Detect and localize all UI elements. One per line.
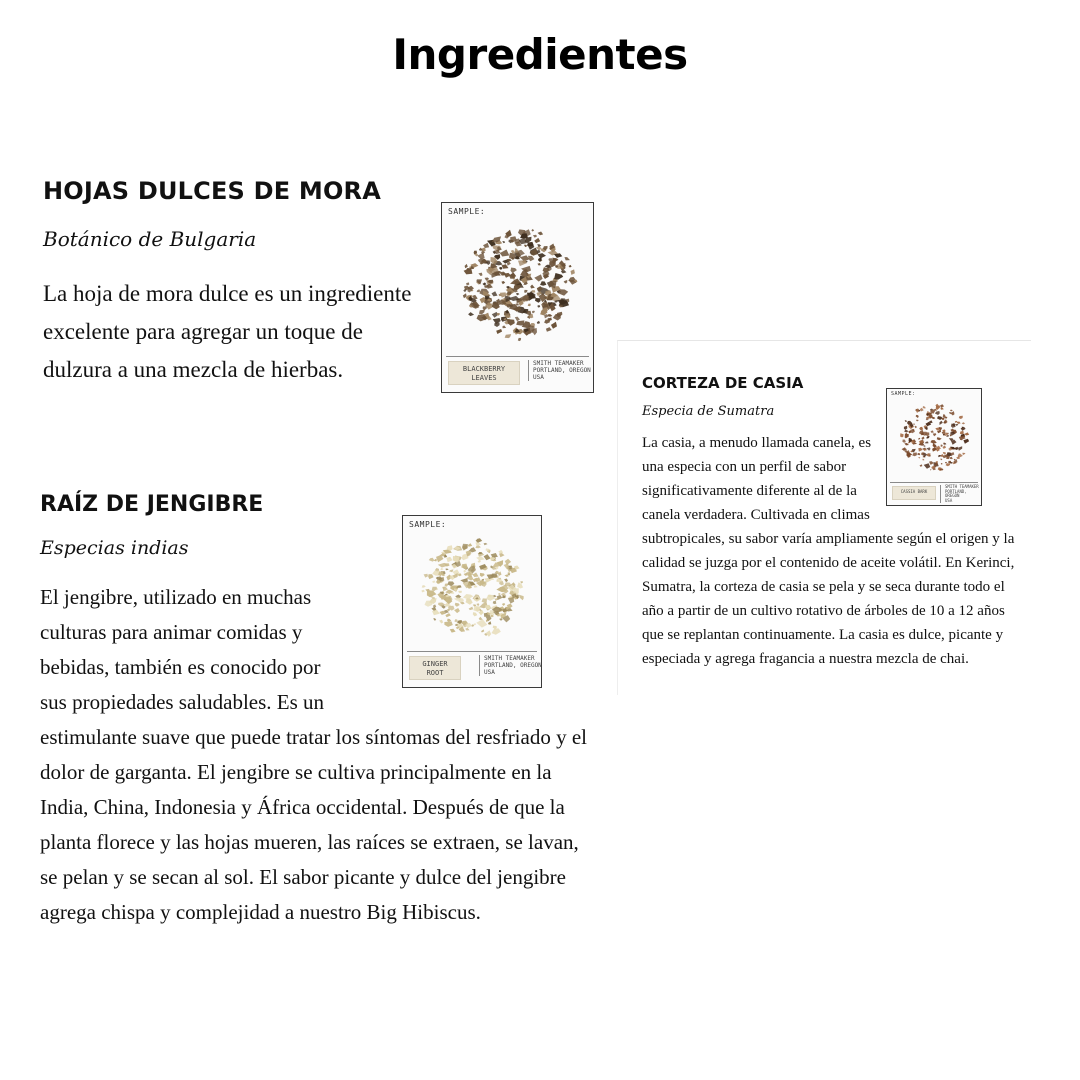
ingredient-flake — [445, 568, 448, 570]
ingredient-flake — [963, 439, 969, 444]
ingredient-flake — [450, 629, 456, 633]
ingredient-flake — [507, 319, 515, 326]
ingredient-flake — [532, 311, 535, 314]
ingredient-flake — [945, 462, 947, 464]
ingredient-flake — [515, 317, 520, 322]
ingredient-flake — [518, 338, 521, 341]
ingredient-flake — [941, 444, 943, 447]
ingredient-flake — [483, 243, 489, 248]
sample-tag: CASSIA BARK — [892, 486, 936, 500]
ingredient-flake — [502, 325, 506, 328]
ingredient-flake — [483, 282, 487, 285]
ingredient-flake — [923, 445, 925, 447]
sample-footer — [446, 356, 589, 388]
ingredient-flake — [537, 321, 540, 324]
ingredient-flake — [425, 589, 430, 592]
page-title: Ingredientes — [392, 30, 688, 79]
ingredient-flake — [454, 608, 460, 613]
ingredient-flake — [505, 334, 512, 338]
ingredient-flake — [530, 285, 535, 289]
ingredient-flake — [524, 290, 528, 293]
ingredient-flake — [910, 450, 912, 452]
ginger-root-image — [411, 530, 533, 648]
ingredient-flake — [479, 617, 483, 620]
ingredient-flake — [465, 623, 472, 628]
ingredient-flake — [485, 548, 489, 551]
ingredient-flake — [476, 538, 483, 543]
ingredient-flake — [919, 427, 923, 431]
ingredient-flake — [564, 280, 568, 284]
sample-label: SAMPLE: — [891, 391, 916, 397]
ingredient-flake — [498, 550, 503, 554]
ingredient-flake — [920, 408, 924, 412]
sample-maker-info: SMITH TEAMAKER PORTLAND, OREGON USA — [479, 655, 549, 676]
ingredient-flake — [925, 442, 929, 444]
ingredient-flake — [904, 430, 908, 432]
ingredient-flake — [464, 570, 467, 573]
ingredient-flake — [492, 291, 498, 296]
ingredient-flake — [424, 574, 428, 578]
ingredient-flake — [533, 235, 537, 238]
section-subtitle-ginger: Especias indias — [40, 537, 189, 559]
ingredient-flake — [429, 558, 435, 562]
sample-label: SAMPLE: — [448, 207, 486, 216]
sample-footer — [890, 482, 978, 502]
ingredient-flake — [496, 329, 502, 334]
ingredient-flake — [958, 446, 962, 451]
ingredient-flake — [921, 437, 924, 440]
section-subtitle-cassia: Especia de Sumatra — [642, 404, 775, 419]
ingredient-flake — [922, 432, 926, 436]
ingredient-flake — [959, 416, 963, 419]
ingredient-flake — [495, 598, 498, 601]
ingredient-flake — [960, 431, 964, 435]
ingredient-flake — [439, 620, 443, 624]
ingredient-flake — [511, 268, 517, 274]
ingredient-flake — [475, 545, 481, 548]
ingredient-flake — [477, 603, 480, 606]
ingredient-flake — [950, 410, 953, 412]
ingredient-flake — [551, 322, 557, 329]
ingredient-flake — [904, 426, 907, 430]
ingredient-flake — [514, 285, 521, 290]
ingredient-flake — [916, 420, 919, 422]
ingredient-flake — [926, 447, 930, 450]
ingredient-flake — [504, 579, 508, 583]
ingredient-flake — [558, 289, 568, 296]
ingredient-flake — [538, 305, 541, 308]
ingredient-flake — [432, 580, 436, 583]
ingredient-flake — [480, 573, 485, 577]
ingredient-flake — [923, 459, 925, 461]
ingredient-flake — [491, 628, 500, 634]
ingredient-flake — [920, 464, 923, 466]
ingredient-flake — [492, 312, 498, 318]
ingredient-flake — [465, 628, 469, 631]
ingredient-flake — [433, 618, 436, 621]
cassia-bark-image — [893, 398, 975, 478]
ingredient-flake — [926, 436, 929, 439]
ingredient-flake — [528, 256, 534, 261]
ingredient-flake — [943, 452, 946, 455]
ingredient-flake — [498, 593, 501, 595]
ingredient-flake — [900, 433, 904, 437]
ingredient-flake — [455, 603, 460, 607]
ingredient-flake — [940, 458, 942, 460]
ingredient-flake — [534, 238, 540, 243]
ingredient-flake — [434, 559, 437, 562]
ingredient-flake — [933, 443, 937, 447]
ingredient-flake — [918, 448, 922, 452]
ingredient-flake — [929, 461, 933, 465]
ingredient-flake — [421, 590, 424, 593]
ingredient-flake — [918, 457, 920, 459]
sample-maker-info: SMITH TEAMAKER PORTLAND, OREGON USA — [940, 485, 980, 503]
ingredient-flake — [479, 310, 485, 315]
ingredient-flake — [474, 585, 478, 588]
ingredient-flake — [428, 574, 433, 579]
ingredient-flake — [508, 597, 514, 604]
ingredient-flake — [955, 421, 957, 423]
ingredient-flake — [917, 453, 920, 455]
sample-card-cassia — [886, 388, 982, 506]
ingredient-flake — [554, 273, 563, 280]
ingredient-flake — [535, 298, 541, 303]
ingredient-flake — [493, 601, 497, 604]
sample-maker-info: SMITH TEAMAKER PORTLAND, OREGON USA — [528, 360, 598, 381]
ingredient-flake — [502, 241, 505, 243]
section-body-blackberry: La hoja de mora dulce es un ingrediente excelente para agregar un toque de dulzura a una mezcla de hierbas. — [43, 281, 412, 382]
ingredient-flake — [527, 242, 534, 247]
ingredient-flake — [446, 557, 452, 562]
ingredient-flake — [458, 591, 462, 593]
ingredient-flake — [962, 422, 966, 424]
ingredient-flake — [462, 544, 468, 551]
ingredient-flake — [444, 621, 452, 627]
ingredient-flake — [961, 427, 966, 431]
ingredient-flake — [447, 619, 451, 622]
sample-tag: BLACKBERRY LEAVES — [448, 361, 520, 385]
ingredient-flake — [484, 543, 488, 545]
ingredient-flake — [940, 421, 943, 425]
ingredient-flake — [955, 447, 959, 450]
ingredient-flake — [937, 437, 942, 440]
ingredient-flake — [473, 573, 479, 578]
ingredient-flake — [902, 440, 906, 443]
ingredient-flake — [943, 445, 947, 449]
ingredient-flake — [918, 438, 920, 440]
ingredient-flake — [940, 404, 944, 407]
ingredient-flake — [537, 263, 540, 266]
ingredient-flake — [520, 581, 523, 583]
ingredient-flake — [477, 289, 481, 292]
ingredient-flake — [553, 314, 561, 321]
section-subtitle-blackberry: Botánico de Bulgaria — [43, 227, 257, 251]
ingredient-flake — [930, 440, 936, 444]
ingredient-flake — [957, 422, 961, 424]
ingredient-flake — [571, 269, 575, 275]
ingredient-flake — [502, 603, 505, 606]
section-heading-ginger: RAÍZ DE JENGIBRE — [40, 492, 264, 517]
ingredient-flake — [473, 612, 478, 616]
ingredient-flake — [538, 253, 547, 258]
ingredient-flake — [930, 469, 931, 471]
ingredient-flake — [905, 420, 908, 422]
ingredient-flake — [524, 245, 527, 247]
sample-label: SAMPLE: — [409, 520, 447, 529]
ingredient-flake — [466, 282, 469, 285]
ingredient-flake — [564, 257, 570, 260]
ingredient-flake — [531, 229, 534, 232]
section-body-ginger: El jengibre, utilizado en muchas culturas para animar comidas y bebidas, también es conocido por sus propiedades saludables. Es un estimulante suave que puede tratar los síntomas del resfriado y el dolor de garganta. El jengibre se cultiva principalmente en la India, China, Indonesia y África occidental. Después de que la planta florece y las hojas mueren, las raíces se extraen, se lavan, se pelan y se secan al sol. El sabor picante y dulce del jengibre agrega chispa y complejidad a nuestro Big Hibiscus. — [40, 585, 587, 924]
ingredient-flake — [488, 621, 491, 624]
ingredient-flake — [913, 424, 915, 426]
ingredient-flake — [497, 595, 502, 600]
ingredient-flake — [485, 605, 490, 610]
ingredient-flake — [931, 430, 934, 433]
ingredient-flake — [916, 415, 919, 418]
ingredient-flake — [950, 457, 953, 459]
ingredient-flake — [463, 594, 474, 599]
ingredient-flake — [500, 250, 510, 257]
section-body-cassia: La casia, a menudo llamada canela, es una especia con un perfil de sabor significativamente diferente al de la canela verdadera. Cultivada en climas subtropicales, su sabor varía ampliamente según el origen y la calidad se juzga por el contenido de aceite volátil. En Kerinci, Sumatra, la corteza de casia se pela y se seca durante todo el año a partir de un cultivo rotativo de árboles de 10 a 12 años que se replantan continuamente. La casia es dulce, picante y especiada y agrega fragancia a nuestra mezcla de chai. — [642, 435, 1015, 667]
sample-card-ginger — [402, 515, 542, 688]
ingredient-flake — [445, 613, 450, 617]
ingredient-flake — [465, 264, 468, 268]
ingredient-flake — [476, 556, 485, 560]
sample-footer — [407, 651, 542, 683]
ingredient-flake — [486, 630, 492, 636]
ingredient-flake — [507, 259, 512, 262]
ingredient-flake — [963, 453, 966, 455]
ingredient-flake — [923, 406, 926, 409]
ingredient-flake — [546, 327, 552, 332]
ingredient-flake — [538, 258, 542, 262]
ingredient-flake — [440, 568, 443, 570]
ingredient-flake — [528, 304, 531, 307]
ingredient-flake — [941, 463, 943, 465]
ingredient-flake — [955, 424, 959, 426]
ingredient-flake — [422, 585, 426, 587]
ingredient-flake — [924, 463, 931, 469]
ingredient-flake — [937, 416, 942, 420]
ingredient-flake — [912, 453, 917, 457]
ingredient-flake — [432, 610, 440, 616]
section-heading-blackberry: HOJAS DULCES DE MORA — [43, 177, 381, 205]
ingredient-flake — [958, 454, 963, 458]
ingredient-flake — [499, 553, 504, 558]
ingredient-flake — [476, 619, 487, 627]
sample-tag: GINGER ROOT — [409, 656, 461, 680]
ingredient-flake — [481, 629, 484, 632]
ingredient-flake — [569, 265, 572, 268]
ingredient-flake — [933, 433, 937, 436]
ingredient-flake — [548, 314, 552, 317]
ingredient-flake — [507, 572, 510, 575]
ingredient-flake — [534, 274, 542, 281]
ingredient-flake — [468, 312, 474, 316]
ingredient-flake — [537, 244, 541, 247]
ingredient-flake — [499, 267, 502, 270]
ingredient-flake — [964, 432, 969, 435]
ingredient-flake — [915, 426, 918, 429]
ingredient-flake — [448, 581, 455, 586]
ingredient-flake — [516, 293, 520, 296]
ingredient-flake — [433, 604, 436, 607]
ingredient-flake — [478, 273, 482, 277]
ingredient-flake — [540, 281, 546, 285]
ingredient-flake — [935, 411, 940, 415]
ingredient-flake — [460, 578, 468, 583]
ingredient-flake — [946, 463, 951, 466]
ingredient-flake — [456, 627, 460, 630]
ingredient-flake — [468, 543, 472, 547]
ingredient-flake — [445, 584, 449, 587]
section-heading-cassia: CORTEZA DE CASIA — [642, 374, 804, 392]
sample-card-blackberry — [441, 202, 594, 393]
ingredient-flake — [501, 281, 505, 284]
ingredient-flake — [538, 232, 544, 236]
ingredient-flake — [919, 440, 925, 444]
ingredient-flake — [469, 607, 474, 611]
ingredient-flake — [517, 582, 523, 588]
blackberry-leaves-image — [450, 219, 585, 349]
ingredient-flake — [519, 595, 524, 601]
